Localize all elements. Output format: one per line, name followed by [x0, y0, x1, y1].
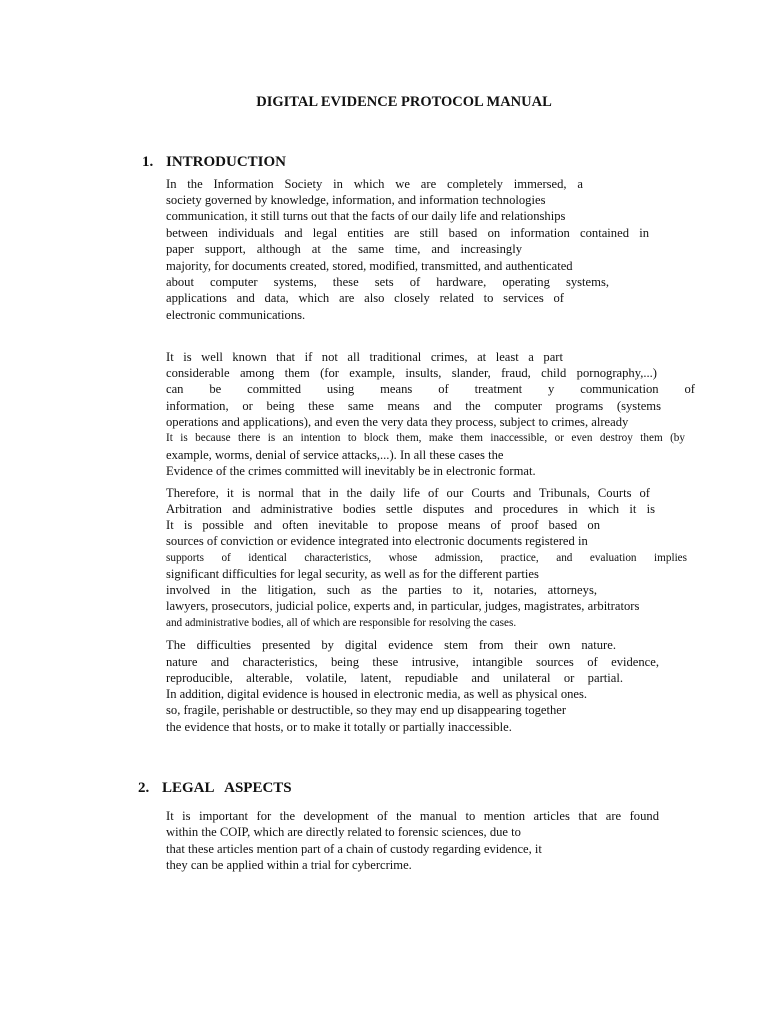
text-line: example, worms, denial of service attacks,...). In all these cases the	[166, 448, 504, 462]
text-line: It is because there is an intention to block them, make them inaccessible, or even destroy them (by	[166, 432, 685, 444]
text-line: information, or being these same means and the computer programs (systems	[166, 399, 661, 413]
text-line: involved in the litigation, such as the parties to it, notaries, attorneys,	[166, 583, 597, 597]
text-line: that these articles mention part of a chain of custody regarding evidence, it	[166, 842, 542, 856]
section-number: 2.	[138, 780, 150, 796]
text-line: sources of conviction or evidence integrated into electronic documents registered in	[166, 534, 588, 548]
text-line: communication, it still turns out that the facts of our daily life and relationships	[166, 209, 566, 223]
text-line: the evidence that hosts, or to make it totally or partially inaccessible.	[166, 720, 512, 734]
text-line: between individuals and legal entities are still based on information contained in	[166, 226, 649, 240]
text-line: In the Information Society in which we are completely immersed, a	[166, 177, 583, 191]
text-line: lawyers, prosecutors, judicial police, experts and, in particular, judges, magistrates, arbitrators	[166, 599, 640, 613]
text-line: nature and characteristics, being these intrusive, intangible sources of evidence,	[166, 655, 659, 669]
text-line: It is important for the development of the manual to mention articles that are found	[166, 809, 659, 823]
text-line: The difficulties presented by digital evidence stem from their own nature.	[166, 638, 616, 652]
text-line: It is well known that if not all traditional crimes, at least a part	[166, 350, 563, 364]
text-line: so, fragile, perishable or destructible, so they may end up disappearing together	[166, 703, 567, 717]
section-heading-introduction	[142, 154, 286, 171]
text-line: about computer systems, these sets of hardware, operating systems,	[166, 275, 609, 289]
text-line: supports of identical characteristics, whose admission, practice, and evaluation implies	[166, 552, 687, 564]
document-title: DIGITAL EVIDENCE PROTOCOL MANUAL	[256, 94, 552, 110]
text-line: majority, for documents created, stored, modified, transmitted, and authenticated	[166, 259, 573, 273]
text-line: It is possible and often inevitable to propose means of proof based on	[166, 518, 600, 532]
text-line: they can be applied within a trial for cybercrime.	[166, 858, 412, 872]
text-line: operations and applications), and even the very data they process, subject to crimes, already	[166, 415, 629, 429]
text-line: considerable among them (for example, insults, slander, fraud, child pornography,...)	[166, 366, 657, 380]
text-line: and administrative bodies, all of which are responsible for resolving the cases.	[166, 617, 517, 629]
text-line: Evidence of the crimes committed will inevitably be in electronic format.	[166, 464, 536, 478]
text-line: reproducible, alterable, volatile, latent, repudiable and unilateral or partial.	[166, 671, 623, 685]
text-line: society governed by knowledge, information, and information technologies	[166, 193, 546, 207]
section-title: LEGAL ASPECTS	[162, 780, 292, 796]
text-line: In addition, digital evidence is housed in electronic media, as well as physical ones.	[166, 687, 588, 701]
text-line: applications and data, which are also closely related to services of	[166, 291, 564, 305]
text-line: can be committed using means of treatment y communication of	[166, 382, 695, 396]
text-line: significant difficulties for legal security, as well as for the different parties	[166, 567, 539, 581]
section-number: 1.	[142, 154, 154, 170]
section-heading-legal-aspects	[123, 763, 292, 814]
text-line: paper support, although at the same time, and increasingly	[166, 242, 522, 256]
text-line: electronic communications.	[166, 308, 306, 322]
text-line: Therefore, it is normal that in the daily life of our Courts and Tribunals, Courts of	[166, 486, 650, 500]
text-line: Arbitration and administrative bodies settle disputes and procedures in which it is	[166, 502, 655, 516]
section-title: INTRODUCTION	[166, 154, 287, 170]
text-line: within the COIP, which are directly related to forensic sciences, due to	[166, 825, 521, 839]
